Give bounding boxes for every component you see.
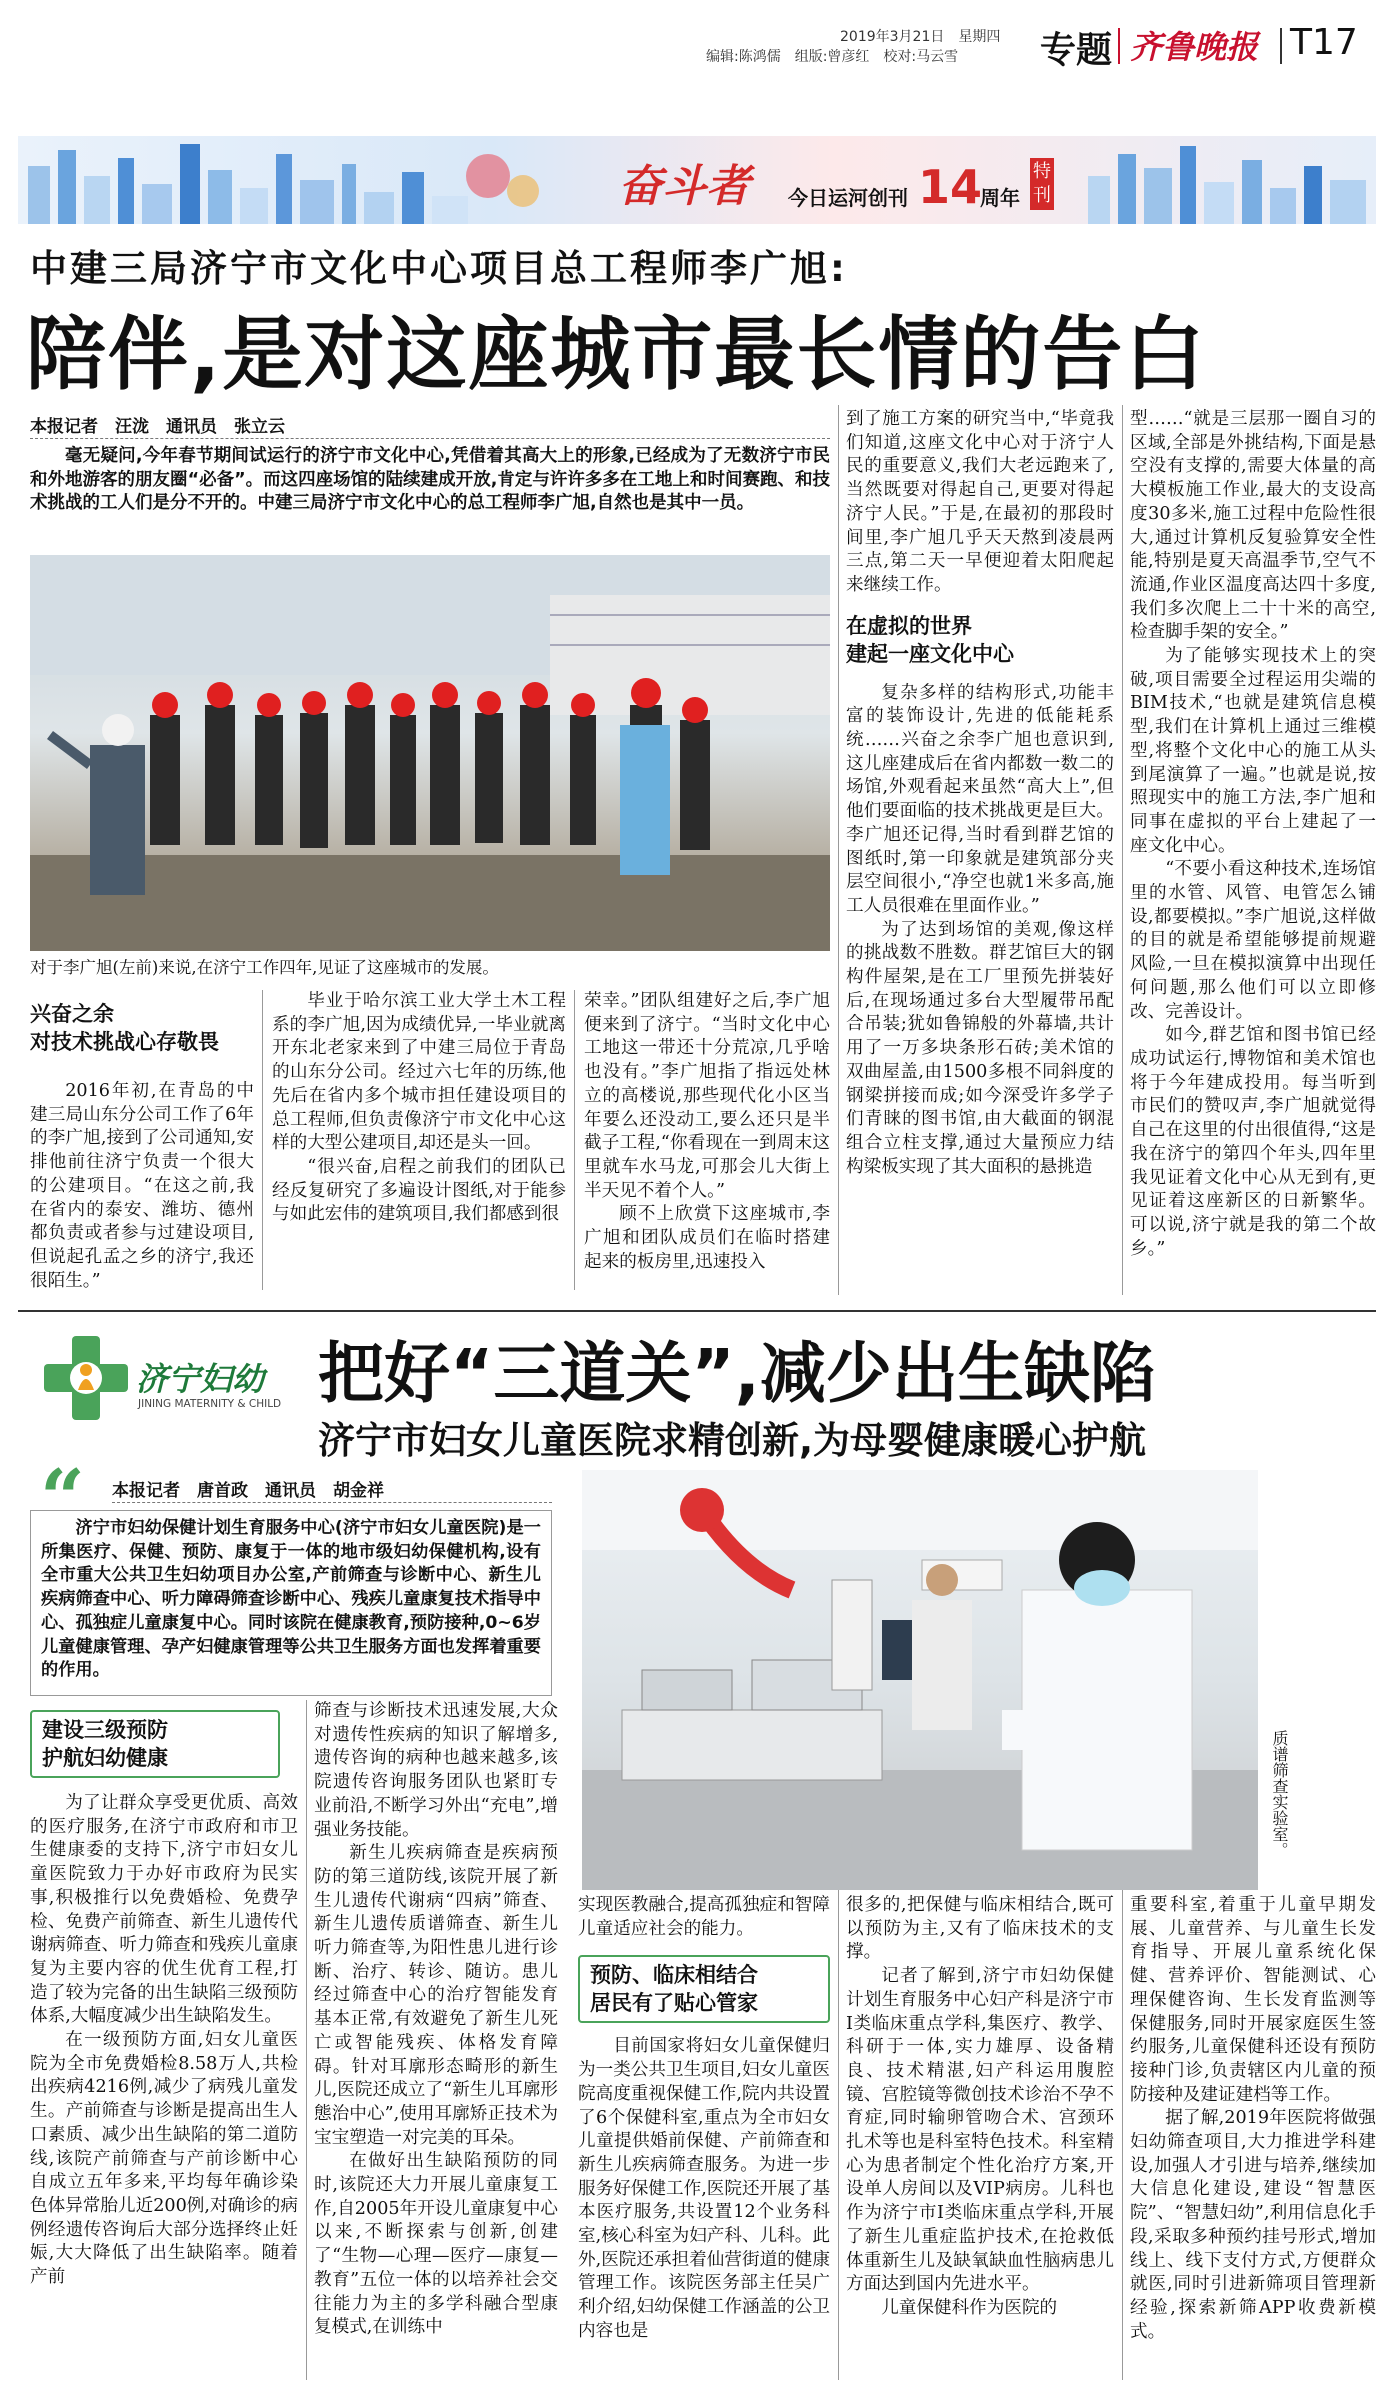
article2-headline: 把好“三道关”,减少出生缺陷: [318, 1335, 1156, 1412]
paragraph: 筛查与诊断技术迅速发展,大众对遗传性疾病的知识了解增多,遗传咨询的病种也越来越多,该院遗传咨询服务团队也紧盯专业前沿,不断学习外出“充电”,增强业务技能。: [314, 1701, 558, 1840]
paragraph: 重要科室,着重于儿童早期发展、儿童营养、与儿童生长发育指导、开展儿童系统化保健、营养评价、智能测试、心理保健咨询、生长发育监测等保健服务,同时开展家庭医生签约服务,儿童保健科还设有预防接种门诊,负责辖区内儿童的预防接种及建证建档等工作。: [1130, 1895, 1376, 2105]
paragraph: 荣幸。”团队组建好之后,李广旭便来到了济宁。“当时文化中心工地这一带还十分荒凉,几乎啥也没有。”李广旭指了指远处林立的高楼说,那些现代化小区当年要么还没动工,要么还只是半截子工程,“你看现在一到周末这里就车水马龙,可那会儿大街上半天见不着个人。”: [584, 991, 830, 1201]
paragraph: 为了达到场馆的美观,像这样的挑战数不胜数。群艺馆巨大的钢构件屋架,是在工厂里预先拼装好后,在现场通过多台大型履带吊配合吊装;犹如鲁锦般的外幕墙,共计用了一万多块条形石砖;美术馆的双曲屋盖,由1500多根不同斜度的钢梁拼接而成;如今深受许多学子们青睐的图书馆,由大截面的钢混组合立柱支撑,通过大量预应力结构梁板实现了其大面积的悬挑造: [846, 919, 1114, 1177]
article1-headline: 陪伴,是对这座城市最长情的告白: [26, 308, 1207, 401]
masthead: [0, 0, 1394, 72]
col-rule: [574, 990, 575, 1290]
article2-subhead2: [578, 1955, 830, 2023]
article2-col4: [846, 1894, 1114, 2321]
hospital-logo-mark: [38, 1330, 134, 1426]
banner-anniversary-number: 14: [918, 160, 983, 214]
col-rule: [1122, 1890, 1123, 2380]
article1-col3: [584, 990, 830, 1274]
photo-construction-scene: [30, 555, 830, 951]
paragraph: “很兴奋,启程之前我们的团队已经反复研究了多遍设计图纸,对于能参与如此宏伟的建筑项目,我们都感到很: [272, 1156, 566, 1225]
article2-photo-caption: 质谱筛查实验室。: [1270, 1730, 1289, 1858]
article1-kicker: 中建三局济宁市文化中心项目总工程师李广旭:: [30, 247, 848, 290]
article2-lead-box: [30, 1510, 552, 1696]
section-separator: [18, 1310, 1376, 1312]
banner-slogan-suffix: 周年: [980, 186, 1020, 210]
article2-subtitle: 济宁市妇女儿童医院求精创新,为母婴健康暖心护航: [318, 1419, 1147, 1462]
col-rule: [838, 405, 839, 1295]
banner-slogan-prefix: 今日运河创刊: [788, 186, 908, 210]
paragraph: 目前国家将妇女儿童保健归为一类公共卫生项目,妇女儿童医院高度重视保健工作,院内共设置了6个保健科室,重点为全市妇女儿童提供婚前保健、产前筛查和新生儿疾病筛查服务。为进一步服务好保健工作,医院还开展了基本医疗服务,共设置12个业务科室,核心科室为妇产科、儿科。此外,医院还承担着仙营街道的健康管理工作。该院医务部主任吴广利介绍,妇幼保健工作涵盖的公卫内容也是: [578, 2036, 830, 2341]
paragraph: 据了解,2019年医院将做强妇幼筛查项目,大力推进学科建设,加强人才引进与培养,继续加大信息化建设,建设“智慧医院”、“智慧妇幼”,利用信息化手段,采取多种预约挂号形式,增加线上、线下支付方式,方便群众就医,同时引进新筛项目管理新经验,探索新筛APP收费新模式。: [1130, 2108, 1376, 2342]
banner-special-tag: 特刊: [1030, 158, 1054, 210]
article1-col4: [846, 408, 1114, 1179]
paragraph: “不要小看这种技术,连场馆里的水管、风管、电管怎么铺设,都要模拟。”李广旭说,这样做的目的就是希望能够提前规避风险,一旦在模拟演算中出现任何问题,那么他们可以立即修改、完善设计。: [1130, 859, 1376, 1022]
col-rule: [262, 990, 263, 1290]
paragraph: 记者了解到,济宁市妇幼保健计划生育服务中心妇产科是济宁市I类临床重点学科,集医疗、教学、科研于一体,实力雄厚、设备精良、技术精湛,妇产科运用腹腔镜、宫腔镜等微创技术诊治不孕不育症,同时输卵管吻合术、宫颈环扎术等也是科室特色技术。科室精心为患者制定个性化治疗方案,开设单人房间以及VIP病房。儿科也作为济宁市I类临床重点学科,开展了新生儿重症监护技术,在抢救低体重新生儿及缺氧缺血性脑病患儿方面达到国内先进水平。: [846, 1966, 1114, 2295]
col-rule: [306, 1700, 307, 2380]
article2-col1: [30, 1710, 298, 2290]
editor-credits: 编辑:陈鸿儒 组版:曾彦红 校对:马云雪: [706, 49, 959, 65]
article2-photo: [582, 1470, 1258, 1890]
quote-mark-icon: “: [40, 1453, 85, 1544]
photo-lab-scene: [582, 1470, 1258, 1890]
article2-subhead1-line2: 护航妇幼健康: [42, 1746, 168, 1770]
article1-col1: [30, 1000, 254, 1293]
paragraph: 为了能够实现技术上的突破,项目需要全过程运用尖端的BIM技术,“也就是建筑信息模型,我们在计算机上通过三维模型,将整个文化中心的施工从头到尾演算了一遍。”也就是说,按照现实中的施工方法,李广旭和同事在虚拟的平台上建起了一座文化中心。: [1130, 646, 1376, 856]
article2-subhead2-line1: 预防、临床相结合: [590, 1963, 758, 1988]
article1-subhead1-line2: 对技术挑战心存敬畏: [30, 1030, 219, 1054]
paragraph: 如今,群艺馆和图书馆已经成功试运行,博物馆和美术馆也将于今年建成投用。每当听到市民们的赞叹声,李广旭就觉得自己在这里的付出很值得,“这是我在济宁的第四个年头,四年里我见证着文化中心从无到有,更见证着这座新区的日新繁华。可以说,济宁就是我的第二个故乡。”: [1130, 1025, 1376, 1259]
banner-skyline-left: [18, 136, 558, 224]
paragraph: 很多的,把保健与临床相结合,既可以预防为主,又有了临床技术的支撑。: [846, 1895, 1114, 1963]
col-rule: [1122, 405, 1123, 1295]
masthead-divider: [1118, 28, 1120, 64]
article1-photo-caption: 对于李广旭(左前)来说,在济宁工作四年,见证了这座城市的发展。: [30, 958, 499, 977]
article2-subhead1-line1: 建设三级预防: [42, 1718, 168, 1742]
article1-subhead2-line1: 在虚拟的世界: [846, 613, 972, 638]
paragraph: 复杂多样的结构形式,功能丰富的装饰设计,先进的低能耗系统……兴奋之余李广旭也意识到,这儿座建成后在省内都数一数二的场馆,外观看起来虽然“高大上”,但他们要面临的技术挑战更是巨大。李广旭还记得,当时看到群艺馆的图纸时,第一印象就是建筑部分夹层空间很小,“净空也就1米多高,施工人员很难在里面作业。”: [846, 682, 1114, 916]
article1-subhead1: [30, 1000, 254, 1056]
paragraph: 在做好出生缺陷预防的同时,该院还大力开展儿童康复工作,自2005年开设儿童康复中心以来,不断探索与创新,创建了“生物—心理—医疗—康复—教育”五位一体的以培养社会交往能力为主的多学科融合型康复模式,在训练中: [314, 2151, 558, 2338]
article1-col5: [1130, 408, 1376, 1261]
article1-subhead1-line1: 兴奋之余: [30, 1002, 114, 1026]
article1-lead-text: 毫无疑问,今年春节期间试运行的济宁市文化中心,凭借着其高大上的形象,已经成为了无数济宁市民和外地游客的朋友圈“必备”。而这四座场馆的陆续建成开放,肯定与许许多多在工地上和时间赛跑、和技术挑战的工人们是分不开的。中建三局济宁市文化中心的总工程师李广旭,自然也是其中一员。: [30, 446, 830, 514]
anniversary-banner: [18, 136, 1376, 224]
byline-rule: [30, 438, 830, 439]
article2-col5: [1130, 1894, 1376, 2344]
banner-skyline-right: [1078, 136, 1376, 224]
paragraph: 毕业于哈尔滨工业大学土木工程系的李广旭,因为成绩优异,一毕业就离开东北老家来到了中建三局位于青岛的山东分公司。经过六七年的历练,他先后在省内多个城市担任建设项目的总工程师,但负责像济宁市文化中心这样的大型公建项目,却还是头一回。: [272, 991, 566, 1154]
newspaper-logo: 齐鲁晚报: [1130, 28, 1259, 66]
article1-photo: [30, 555, 830, 951]
article1-lead: [30, 445, 830, 516]
article1-byline: 本报记者 汪泷 通讯员 张立云: [30, 417, 285, 437]
article1-col2: [272, 990, 566, 1227]
article1-subhead2-line2: 建起一座文化中心: [846, 641, 1014, 666]
article1-subhead2: [846, 612, 1114, 668]
paragraph: 在一级预防方面,妇女儿童医院为全市免费婚检8.58万人,共检出疾病4216例,减少了病残儿童发生。产前筛查与诊断是提高出生人口素质、减少出生缺陷的第二道防线,该院产前筛查与产前诊断中心自成立五年多来,平均每年确诊染色体异常胎儿近200例,对确诊的病例经遗传咨询后大部分选择终止妊娠,大大降低了出生缺陷率。随着产前: [30, 2030, 298, 2288]
hospital-logo-en: JINING MATERNITY & CHILD: [138, 1398, 282, 1410]
col-rule: [838, 1890, 839, 2380]
paragraph: 顾不上欣赏下这座城市,李广旭和团队成员们在临时搭建起来的板房里,迅速投入: [584, 1204, 830, 1272]
paragraph: 型……“就是三层那一圈自习的区域,全部是外挑结构,下面是悬空没有支撑的,需要大体量的高大模板施工作业,最大的支设高度30多米,施工过程中危险性很大,通过计算机反复验算安全性能,特别是夏天高温季节,空气不流通,作业区温度高达四十多度,我们多次爬上二十十米的高空,检查脚手架的安全。”: [1130, 409, 1376, 643]
masthead-divider-2: [1280, 28, 1282, 64]
paragraph: 到了施工方案的研究当中,“毕竟我们知道,这座文化中心对于济宁人民的重要意义,我们大老远跑来了,当然既要对得起自己,更要对得起济宁人民。”于是,在最初的那段时间里,李广旭几乎天天熬到凌晨两三点,第二天一早便迎着太阳爬起来继续工作。: [846, 409, 1114, 595]
byline-rule: [112, 1502, 552, 1503]
paragraph: 实现医教融合,提高孤独症和智障儿童适应社会的能力。: [578, 1895, 830, 1939]
paragraph: 儿童保健科作为医院的: [881, 2297, 1058, 2318]
article2-lead-text: 济宁市妇幼保健计划生育服务中心(济宁市妇女儿童医院)是一所集医疗、保健、预防、康复于一体的地市级妇幼保健机构,设有全市重大公共卫生妇幼项目办公室,产前筛查与诊断中心、新生儿疾病筛查中心、听力障碍筛查诊断中心、残疾儿童康复技术指导中心、孤独症儿童康复中心。同时该院在健康教育,预防接种,0~6岁儿童健康管理、孕产妇健康管理等公共卫生服务方面也发挥着重要的作用。: [41, 1518, 541, 1681]
paragraph: 为了让群众享受更优质、高效的医疗服务,在济宁市政府和市卫生健康委的支持下,济宁市妇女儿童医院致力于办好市政府为民实事,积极推行以免费婚检、免费孕检、免费产前筛查、新生儿遗传代谢病筛查、听力筛查和残疾儿童康复为主要内容的优生优育工程,打造了较为完备的出生缺陷三级预防体系,大幅度减少出生缺陷发生。: [30, 1793, 298, 2027]
banner-logo: 奋斗者: [618, 161, 750, 212]
paragraph: 2016年初,在青岛的中建三局山东分公司工作了6年的李广旭,接到了公司通知,安排他前往济宁负责一个很大的公建项目。“在这之前,我在省内的泰安、潍坊、德州都负责或者参与过建设项目,但说起孔孟之乡的济宁,我还很陌生。”: [30, 1081, 254, 1291]
page-number: T17: [1290, 22, 1358, 63]
article2-subhead2-line2: 居民有了贴心管家: [590, 1991, 758, 2016]
hospital-logo: [38, 1330, 298, 1430]
issue-date: 2019年3月21日 星期四: [840, 29, 1001, 45]
article1-col1-body: [30, 1080, 254, 1293]
article2-byline: 本报记者 唐首政 通讯员 胡金祥: [112, 1481, 384, 1501]
article2-subhead1: [30, 1710, 280, 1778]
section-label: 专题: [1040, 30, 1113, 71]
hospital-logo-text: 济宁妇幼: [136, 1360, 265, 1398]
article2-col3: [578, 1894, 830, 2344]
article2-col2: [314, 1700, 558, 2340]
paragraph: 新生儿疾病筛查是疾病预防的第三道防线,该院开展了新生儿遗传代谢病“四病”筛查、新生儿遗传质谱筛查、新生儿听力筛查等,为阳性患儿进行诊断、治疗、转诊、随访。患儿经过筛查中心的治疗智能发育基本正常,有效避免了新生儿死亡或智能残疾、体格发育障碍。针对耳廓形态畸形的新生儿,医院还成立了“新生儿耳廓形態治中心”,使用耳廓矫正技术为宝宝塑造一对完美的耳朵。: [314, 1843, 558, 2148]
